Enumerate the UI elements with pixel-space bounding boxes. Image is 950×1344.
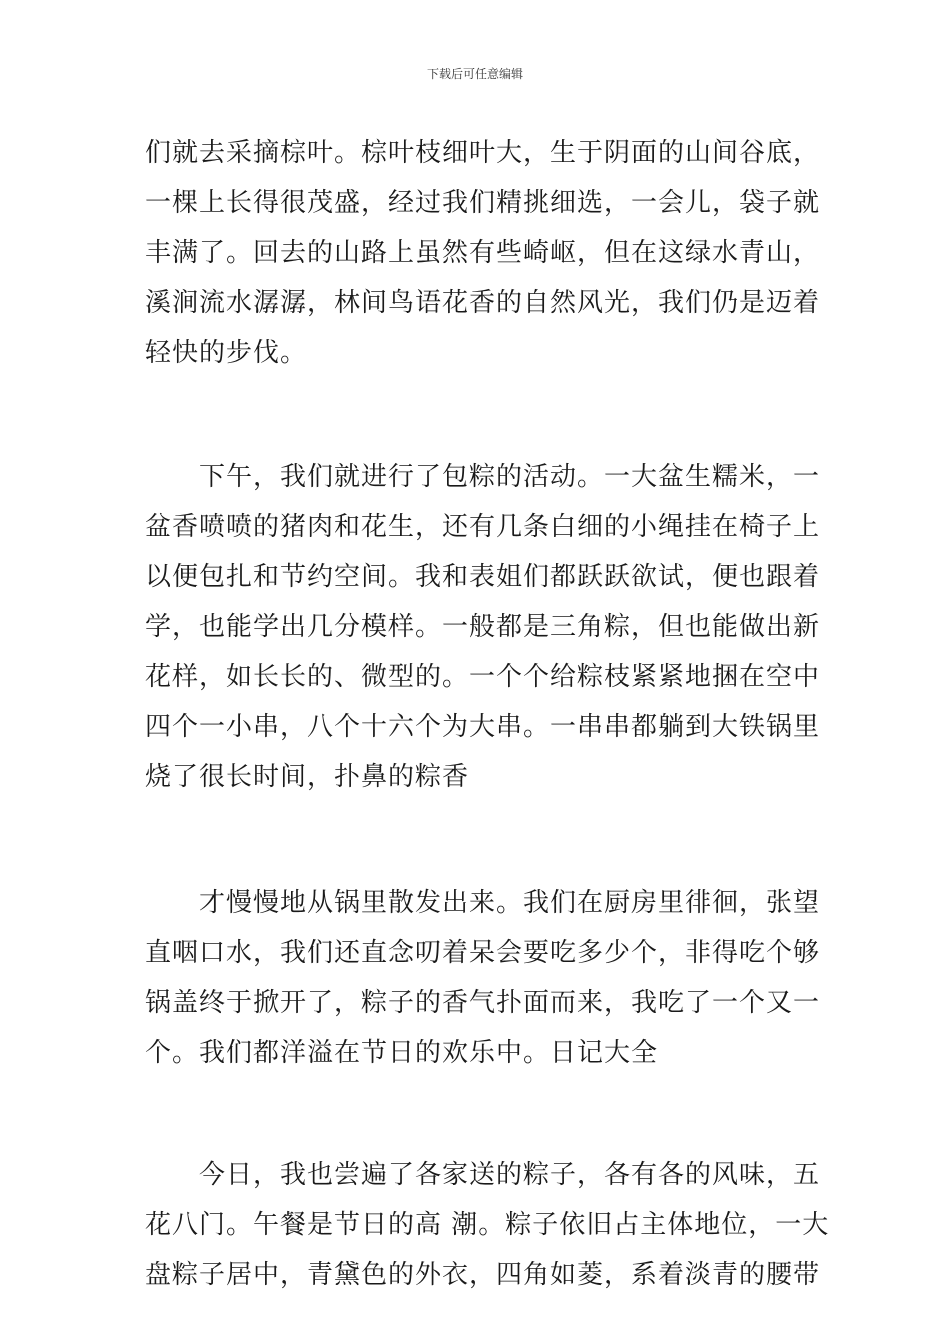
text-line: 盘粽子居中，青黛色的外衣，四角如菱，系着淡青的腰带: [145, 1260, 821, 1290]
text-line: 直咽口水，我们还直念叨着呆会要吃多少个，非得吃个够: [145, 938, 821, 968]
text-line: 花样，如长长的、微型的。一个个给粽枝紧紧地捆在空中: [145, 662, 821, 692]
paragraph-4: [145, 1150, 830, 1300]
text-line: 今日，我也尝遍了各家送的粽子，各有各的风味，五: [145, 1160, 821, 1190]
text-line: 学，也能学出几分模样。一般都是三角粽，但也能做出新: [145, 612, 821, 642]
text-line: 下午，我们就进行了包粽的活动。一大盆生糯米，一: [145, 462, 821, 492]
text-line: 以便包扎和节约空间。我和表姐们都跃跃欲试，便也跟着: [145, 562, 821, 592]
paragraph-spacer: [145, 378, 810, 452]
text-line: 丰满了。回去的山路上虽然有些崎岖，但在这绿水青山，: [145, 238, 821, 268]
text-line: 锅盖终于掀开了，粽子的香气扑面而来，我吃了一个又一: [145, 988, 821, 1018]
paragraph-spacer: [145, 1078, 810, 1150]
paragraph-2: [145, 452, 821, 802]
text-line: 盆香喷喷的猪肉和花生，还有几条白细的小绳挂在椅子上: [145, 512, 821, 542]
text-line: 溪涧流水潺潺，林间鸟语花香的自然风光，我们仍是迈着: [145, 288, 821, 318]
text-line: 花八门。午餐是节日的高 潮。粽子依旧占主体地位，一大: [145, 1210, 830, 1240]
paragraph-3: [145, 878, 821, 1078]
text-line: 们就去采摘棕叶。棕叶枝细叶大，生于阴面的山间谷底，: [145, 138, 821, 168]
paragraph-1: [145, 128, 821, 378]
paragraph-spacer: [145, 802, 810, 878]
document-body: [145, 128, 830, 1300]
text-line: 四个一小串，八个十六个为大串。一串串都躺到大铁锅里: [145, 712, 821, 742]
page-header-note: 下载后可任意编辑: [426, 67, 523, 81]
text-line: 轻快的步伐。: [145, 338, 308, 368]
text-line: 个。我们都洋溢在节日的欢乐中。日记大全: [145, 1038, 659, 1068]
text-line: 一棵上长得很茂盛，经过我们精挑细选，一会儿，袋子就: [145, 188, 821, 218]
text-line: 烧了很长时间，扑鼻的粽香: [145, 762, 470, 792]
text-line: 才慢慢地从锅里散发出来。我们在厨房里徘徊，张望: [145, 888, 821, 918]
